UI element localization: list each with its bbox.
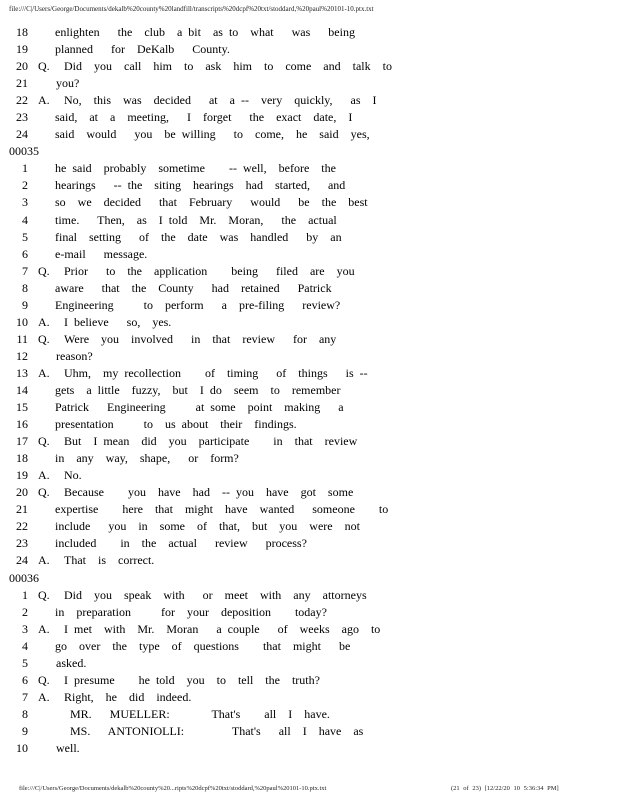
page-number: 00036	[9, 570, 39, 585]
line-text: included in the actual review process?	[55, 536, 307, 551]
line-text: Right, he did indeed.	[64, 689, 192, 704]
transcript-line	[10, 706, 610, 723]
transcript-line	[10, 587, 610, 604]
line-number: 19	[16, 468, 28, 483]
line-number: 22	[16, 519, 28, 534]
line-number: 19	[16, 42, 28, 57]
transcript-line	[10, 41, 610, 58]
transcript-line	[10, 672, 610, 689]
line-text: gets a little fuzzy, but I do seem to remember	[55, 382, 341, 397]
qa-marker: Q.	[38, 434, 50, 449]
transcript-line	[10, 365, 610, 382]
transcript-line	[10, 331, 610, 348]
line-text: final setting of the date was handled by an	[55, 229, 342, 244]
line-text: enlighten the club a bit as to what was being	[55, 25, 355, 39]
speaker-line-text: MR. MUELLER: That's all I have.	[70, 706, 330, 721]
line-text: so we decided that February would be the best	[55, 195, 368, 210]
line-text: said would you be willing to come, he said yes,	[55, 127, 370, 142]
qa-marker: A.	[38, 365, 50, 380]
line-number: 24	[16, 127, 28, 142]
transcript-line	[10, 314, 610, 331]
line-number: 21	[16, 76, 28, 91]
line-number: 5	[22, 229, 28, 244]
transcript-line	[10, 518, 610, 535]
transcript-line	[10, 723, 610, 740]
transcript-line	[10, 382, 610, 399]
transcript-line	[10, 416, 610, 433]
qa-marker: A.	[38, 314, 50, 329]
line-number: 20	[16, 485, 28, 500]
line-number: 11	[16, 331, 28, 346]
transcript-line	[10, 433, 610, 450]
line-text: expertise here that might have wanted someone to	[55, 502, 389, 517]
transcript-line	[10, 263, 610, 280]
line-text: asked.	[56, 655, 87, 670]
transcript-line	[10, 229, 610, 246]
line-number: 12	[16, 348, 28, 363]
line-text: include you in some of that, but you were not	[55, 519, 360, 534]
line-text: you?	[56, 76, 80, 91]
line-number: 13	[16, 365, 28, 380]
line-text: Did you speak with or meet with any attorneys	[64, 587, 367, 602]
transcript-line	[10, 24, 610, 41]
transcript-line	[10, 280, 610, 297]
line-text: But I mean did you participate in that review	[64, 434, 358, 449]
line-text: Prior to the application being filed are you	[64, 263, 355, 278]
line-number: 23	[16, 536, 28, 551]
qa-marker: Q.	[38, 263, 50, 278]
line-number: 1	[22, 587, 28, 602]
line-number: 7	[22, 263, 28, 278]
transcript-line	[10, 535, 610, 552]
qa-marker: Q.	[38, 331, 50, 346]
line-number: 9	[22, 297, 28, 312]
transcript-line	[10, 552, 610, 569]
line-text: hearings -- the siting hearings had started, and	[55, 178, 346, 193]
line-number: 20	[16, 59, 28, 74]
transcript-line	[10, 194, 610, 211]
footer-file-path: file:///C|/Users/George/Documents/dekalb%20county%20...ripts%20dcpf%20txt/stoddard,%20paul%20101-10.ptx.txt	[19, 785, 327, 792]
line-number: 21	[16, 502, 28, 517]
line-number: 18	[16, 25, 28, 39]
transcript-line	[10, 484, 610, 501]
line-number: 22	[16, 93, 28, 108]
transcript-line	[10, 212, 610, 229]
line-number: 23	[16, 110, 28, 125]
qa-marker: A.	[38, 553, 50, 568]
line-text: Did you call him to ask him to come and talk to	[64, 59, 392, 74]
line-number: 18	[16, 451, 28, 466]
line-number: 24	[16, 553, 28, 568]
transcript-line	[10, 501, 610, 518]
transcript-line	[10, 450, 610, 467]
qa-marker: A.	[38, 621, 50, 636]
line-text: well.	[56, 740, 80, 755]
qa-marker: A.	[38, 689, 50, 704]
qa-marker: A.	[38, 468, 50, 483]
qa-marker: A.	[38, 93, 50, 108]
transcript-line	[10, 92, 610, 109]
transcript-line	[10, 348, 610, 365]
transcript-line	[10, 740, 610, 757]
header-file-path: file:///C|/Users/George/Documents/dekalb%20county%20landfill/transcripts%20dcpf%20txt/stoddard,%20paul%20101-10.ptx.txt	[9, 5, 374, 13]
line-number: 7	[22, 689, 28, 704]
line-number: 3	[22, 195, 28, 210]
transcript-line	[10, 109, 610, 126]
line-number: 9	[22, 723, 28, 738]
qa-marker: Q.	[38, 59, 50, 74]
transcript-line	[10, 604, 610, 621]
line-number: 14	[16, 382, 28, 397]
line-text: go over the type of questions that might be	[55, 638, 351, 653]
transcript-line	[10, 58, 610, 75]
line-text: Because you have had -- you have got some	[64, 485, 354, 500]
page-number-marker	[10, 143, 610, 160]
line-number: 16	[16, 417, 28, 432]
transcript-line	[10, 621, 610, 638]
transcript-line	[10, 126, 610, 143]
page-number: 00035	[9, 144, 39, 159]
line-text: No, this was decided at a -- very quickly, as I	[64, 93, 377, 108]
line-number: 17	[16, 434, 28, 449]
line-text: planned for DeKalb County.	[55, 42, 230, 57]
transcript-line	[10, 297, 610, 314]
line-number: 8	[22, 706, 28, 721]
line-text: I presume he told you to tell the truth?	[64, 672, 320, 687]
transcript-line	[10, 689, 610, 706]
line-text: Patrick Engineering at some point making a	[55, 400, 344, 415]
line-text: he said probably sometime -- well, before the	[55, 161, 336, 176]
line-number: 2	[22, 178, 28, 193]
qa-marker: Q.	[38, 587, 50, 602]
footer-page-info: (21 of 23) [12/22/20 10 5:36:34 PM]	[451, 785, 559, 792]
transcript-line	[10, 177, 610, 194]
line-number: 1	[22, 161, 28, 176]
transcript-line	[10, 467, 610, 484]
line-text: aware that the County had retained Patrick	[55, 280, 332, 295]
qa-marker: Q.	[38, 672, 50, 687]
line-text: I met with Mr. Moran a couple of weeks ago to	[64, 621, 381, 636]
qa-marker: Q.	[38, 485, 50, 500]
line-number: 6	[22, 246, 28, 261]
page-number-marker	[10, 570, 610, 587]
speaker-line-text: MS. ANTONIOLLI: That's all I have as	[70, 723, 364, 738]
line-text: time. Then, as I told Mr. Moran, the actual	[55, 212, 337, 227]
line-text: Were you involved in that review for any	[64, 331, 337, 346]
line-text: No.	[64, 468, 82, 483]
transcript-body	[10, 24, 610, 757]
line-text: in any way, shape, or form?	[55, 451, 239, 466]
line-number: 4	[22, 638, 28, 653]
line-number: 2	[22, 604, 28, 619]
transcript-line	[10, 655, 610, 672]
transcript-line	[10, 399, 610, 416]
transcript-line	[10, 160, 610, 177]
line-number: 5	[22, 655, 28, 670]
line-number: 15	[16, 400, 28, 415]
line-text: I believe so, yes.	[64, 314, 172, 329]
transcript-line	[10, 75, 610, 92]
transcript-line	[10, 638, 610, 655]
line-text: Engineering to perform a pre-filing review?	[55, 297, 341, 312]
line-number: 10	[16, 740, 28, 755]
line-number: 4	[22, 212, 28, 227]
line-number: 8	[22, 280, 28, 295]
line-text: in preparation for your deposition today?	[55, 604, 327, 619]
transcript-line	[10, 246, 610, 263]
line-text: Uhm, my recollection of timing of things is --	[64, 365, 368, 380]
line-number: 3	[22, 621, 28, 636]
line-text: said, at a meeting, I forget the exact date, I	[55, 110, 353, 125]
line-number: 6	[22, 672, 28, 687]
line-text: That is correct.	[64, 553, 155, 568]
line-text: reason?	[56, 348, 93, 363]
line-text: presentation to us about their findings.	[55, 417, 297, 432]
line-text: e-mail message.	[55, 246, 148, 261]
line-number: 10	[16, 314, 28, 329]
